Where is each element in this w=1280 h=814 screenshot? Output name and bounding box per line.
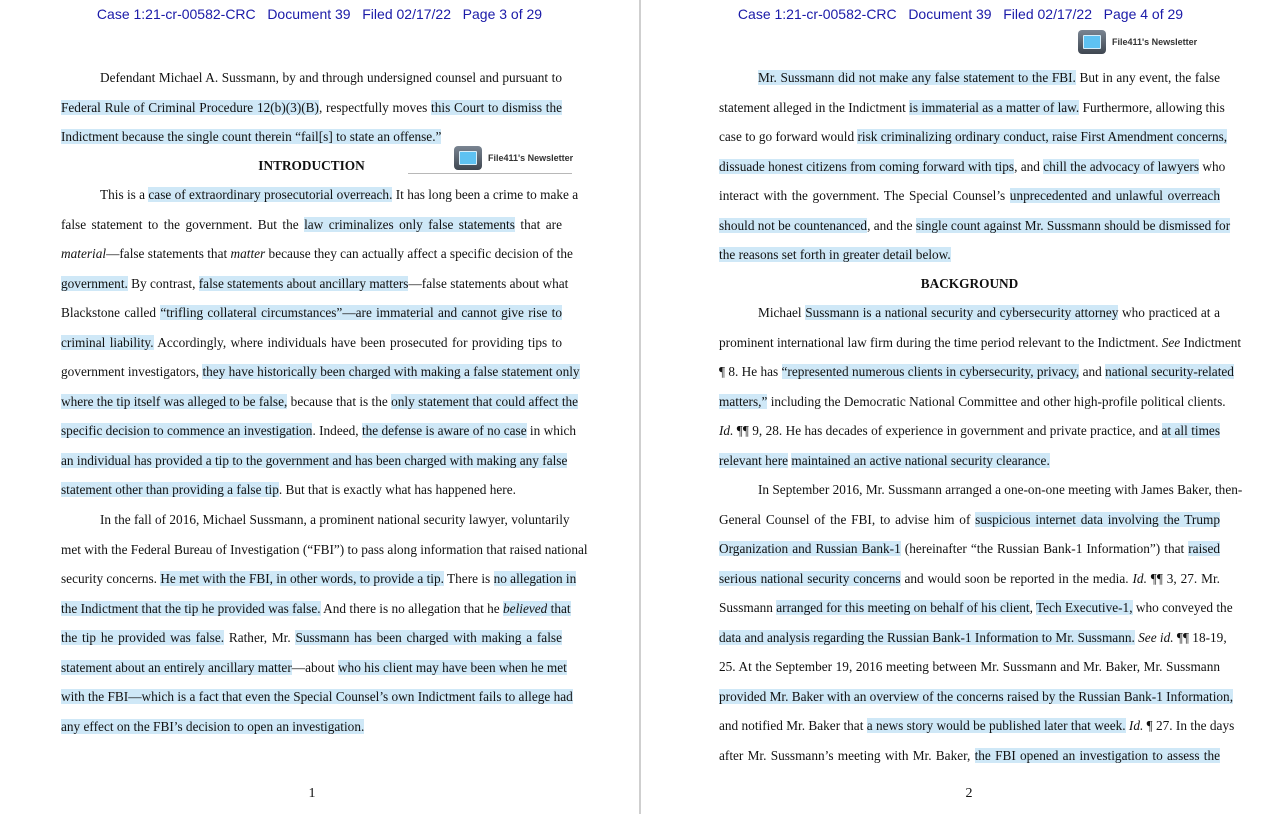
highlighted-text: they have historically been charged with making a false statement only	[202, 364, 580, 379]
text-run: met with the Federal Bureau of Investigation (“FBI”) to pass along information that raised national	[61, 541, 588, 557]
text-run: because that is the	[287, 393, 392, 409]
case-header: Case 1:21-cr-00582-CRC Document 39 Filed 02/17/22 Page 3 of 29	[96, 6, 543, 22]
text-line	[719, 128, 1228, 146]
text-run: —false statements about what	[408, 275, 569, 291]
newsletter-badge	[454, 146, 573, 170]
highlighted-text: relevant here	[719, 452, 789, 468]
text-line	[100, 511, 570, 529]
highlighted-text: Mr. Sussmann did not make any false statement to the FBI.	[758, 70, 1076, 85]
text-line	[61, 481, 562, 499]
highlighted-text: statement other than providing a false tip	[61, 482, 279, 497]
text-line	[61, 128, 562, 146]
text-run: who practiced at a	[1118, 305, 1220, 320]
text-line	[61, 245, 573, 263]
text-line	[758, 304, 1220, 322]
text-line	[758, 481, 1243, 499]
text-run: ,	[1029, 600, 1036, 615]
text-line	[61, 570, 577, 588]
highlighted-text: data and analysis regarding the Russian Bank-1 Information to Mr. Sussmann.	[719, 629, 1135, 645]
text-run: ¶ 27. In the days	[1143, 718, 1235, 733]
text-run: —about	[291, 659, 338, 675]
text-line	[61, 216, 562, 234]
text-line	[61, 99, 562, 117]
monitor-icon	[1078, 30, 1106, 54]
newsletter-badge	[1078, 30, 1197, 54]
highlighted-text: Tech Executive-1,	[1035, 600, 1133, 615]
highlighted-text: Federal Rule of Criminal Procedure 12(b)(3)(B)	[61, 99, 319, 115]
highlighted-text: the defense is aware of no case	[361, 423, 527, 438]
text-run: Id.	[719, 423, 734, 438]
highlighted-text: Sussmann is a national security and cybersecurity attorney	[805, 305, 1119, 320]
highlighted-text: risk criminalizing ordinary conduct, raise First Amendment concerns,	[857, 129, 1228, 144]
text-run: General Counsel of the FBI, to advise him of	[719, 511, 976, 527]
highlighted-text: national security-related	[1105, 364, 1234, 379]
text-run: —false statements that	[106, 246, 231, 261]
text-line	[719, 629, 1227, 647]
text-run: statement alleged in the Indictment	[719, 99, 910, 115]
text-line	[61, 422, 577, 440]
monitor-icon	[454, 146, 482, 170]
text-line	[61, 659, 567, 677]
highlighted-text: dissuade honest citizens from coming forward with tips	[719, 158, 1015, 174]
text-run: after Mr. Sussmann’s meeting with Mr. Baker,	[719, 747, 975, 763]
text-run: ¶¶ 18-19,	[1173, 629, 1227, 645]
highlighted-text: single count against Mr. Sussmann should be dismissed for	[915, 217, 1231, 233]
highlighted-text: at all times	[1161, 423, 1220, 438]
text-line	[719, 540, 1220, 558]
text-run: government investigators,	[61, 364, 203, 379]
text-run: There is	[443, 571, 494, 586]
text-line	[719, 187, 1220, 205]
text-run: Furthermore, allowing this	[1079, 99, 1225, 115]
highlighted-text: statement about an entirely ancillary matter	[61, 659, 292, 675]
text-run: In the fall of 2016, Michael Sussmann, a prominent national security lawyer, voluntarily	[100, 512, 570, 527]
text-run: who	[1199, 158, 1226, 174]
text-line	[719, 717, 1235, 735]
highlighted-text: the reasons set forth in greater detail below.	[719, 247, 951, 262]
text-run: and would soon be reported in the media.	[900, 570, 1133, 586]
highlighted-text: no allegation in	[493, 571, 577, 586]
text-run: Indictment	[1180, 334, 1242, 350]
highlighted-text: “represented numerous clients in cybersecurity, privacy,	[781, 364, 1080, 379]
text-run: Sussmann	[719, 600, 777, 615]
highlighted-text: provided Mr. Baker with an overview of the concerns raised by the Russian Bank-1 Information,	[719, 688, 1234, 704]
highlighted-text: Organization and Russian Bank-1	[719, 541, 901, 556]
highlighted-text: where the tip itself was alleged to be false,	[61, 393, 288, 409]
text-line	[719, 363, 1234, 381]
text-run: Blackstone called	[61, 305, 161, 320]
text-run: (hereinafter “the Russian Bank-1 Information”) that	[900, 541, 1189, 556]
text-run: In September 2016, Mr. Sussmann arranged a one-on-one meeting with James Baker, then-	[758, 482, 1243, 497]
text-line	[61, 600, 571, 618]
text-line	[719, 688, 1234, 706]
text-run: who conveyed the	[1132, 600, 1233, 615]
text-run: security concerns.	[61, 571, 161, 586]
text-run: in which	[526, 423, 577, 438]
highlighted-text: unprecedented and unlawful overreach	[1009, 188, 1220, 203]
text-line	[719, 158, 1226, 176]
highlighted-text: specific decision to commence an investigation	[61, 423, 313, 438]
page-number: 2	[965, 786, 973, 801]
highlighted-text: case of extraordinary prosecutorial overreach.	[148, 187, 393, 202]
text-run: Rather, Mr.	[224, 630, 296, 645]
text-line	[61, 334, 562, 352]
highlighted-text: government.	[61, 275, 128, 291]
section-heading-background: BACKGROUND	[920, 276, 1019, 291]
badge-underline	[408, 173, 572, 174]
text-run: , and	[1014, 158, 1044, 174]
text-line	[100, 69, 562, 87]
text-line	[758, 69, 1220, 87]
text-line	[719, 246, 1220, 264]
text-line	[719, 334, 1242, 352]
highlighted-text: maintained an active national security clearance.	[791, 452, 1050, 468]
highlighted-text: serious national security concerns	[719, 570, 901, 586]
text-line	[719, 599, 1233, 617]
highlighted-text: arranged for this meeting on behalf of his client	[776, 600, 1030, 615]
highlighted-text: who his client may have been when he met	[337, 659, 567, 675]
text-line	[61, 304, 562, 322]
document-page-left	[0, 0, 639, 814]
text-line	[61, 393, 579, 411]
text-run: ¶¶ 3, 27. Mr.	[1146, 570, 1220, 586]
highlighted-text: criminal liability.	[61, 334, 154, 350]
text-run: See id.	[1138, 629, 1174, 645]
highlighted-text: “trifling collateral circumstances”—are immaterial and cannot give rise to	[160, 305, 562, 320]
text-run: prominent international law firm during the time period relevant to the Indictment.	[719, 334, 1162, 350]
case-header: Case 1:21-cr-00582-CRC Document 39 Filed 02/17/22 Page 4 of 29	[737, 6, 1184, 22]
highlighted-text: a news story would be published later that week.	[866, 718, 1126, 733]
text-run: material	[61, 246, 107, 261]
text-run: 25. At the September 19, 2016 meeting between Mr. Sussmann and Mr. Baker, Mr. Sussmann	[719, 659, 1220, 674]
section-heading-introduction: INTRODUCTION	[258, 158, 365, 173]
text-run: matter	[230, 246, 266, 261]
text-run: Accordingly, where individuals have been prosecuted for providing tips to	[153, 334, 562, 350]
text-line	[61, 363, 580, 381]
page-number: 1	[308, 786, 316, 801]
text-run: . But that is exactly what has happened here.	[278, 482, 516, 497]
text-run: It has long been a crime to make a	[392, 187, 579, 202]
text-line	[61, 541, 588, 559]
text-line	[719, 747, 1220, 765]
highlighted-text: this Court to dismiss the	[431, 99, 562, 115]
highlighted-text: that	[547, 600, 571, 616]
text-run: false statement to the government. But the	[61, 216, 305, 232]
text-line	[719, 658, 1220, 676]
newsletter-badge-label: File411's Newsletter	[1112, 37, 1198, 47]
highlighted-text: He met with the FBI, in other words, to provide a tip.	[160, 571, 444, 586]
text-run: But in any event, the false	[1075, 70, 1220, 85]
highlighted-text: an individual has provided a tip to the government and has been charged with making any false	[61, 452, 568, 468]
text-line	[719, 452, 1220, 470]
text-run: case to go forward would	[719, 129, 858, 144]
text-run: By contrast,	[127, 275, 199, 291]
highlighted-text: matters,”	[719, 393, 768, 409]
text-line	[61, 688, 573, 706]
highlighted-text: with the FBI—which is a fact that even the Special Counsel’s own Indictment fails to allege had	[61, 689, 573, 704]
text-run: Defendant Michael A. Sussmann, by and through undersigned counsel and pursuant to	[100, 70, 562, 85]
document-page-right	[641, 0, 1280, 814]
highlighted-text: believed	[503, 600, 548, 616]
text-line	[61, 452, 568, 470]
text-run: Michael	[758, 305, 806, 320]
highlighted-text: Indictment because the single count therein “fail[s] to state an offense.”	[61, 129, 442, 144]
text-run: See	[1161, 334, 1181, 350]
highlighted-text: law criminalizes only false statements	[304, 216, 515, 232]
text-run: Id.	[1128, 718, 1144, 733]
highlighted-text: false statements about ancillary matters	[198, 275, 409, 291]
highlighted-text: Sussmann has been charged with making a false	[295, 630, 562, 645]
text-run: , respectfully moves	[318, 99, 432, 115]
highlighted-text: should not be countenanced	[719, 217, 868, 233]
text-line	[719, 511, 1220, 529]
text-run: And there is no allegation that he	[320, 600, 504, 616]
highlighted-text: the Indictment that the tip he provided was false.	[61, 600, 321, 616]
text-run: that are	[514, 216, 562, 232]
text-line	[719, 99, 1225, 117]
highlighted-text: is immaterial as a matter of law.	[909, 99, 1080, 115]
text-line	[61, 275, 569, 293]
text-run: Id.	[1132, 570, 1147, 586]
highlighted-text: the FBI opened an investigation to assess the	[974, 747, 1220, 763]
text-line	[719, 570, 1220, 588]
text-run: ¶ 8. He has	[719, 364, 782, 379]
highlighted-text: only statement that could affect the	[391, 393, 579, 409]
text-line	[61, 629, 562, 647]
text-run: and	[1079, 364, 1106, 379]
text-line	[719, 217, 1231, 235]
highlighted-text: the tip he provided was false.	[61, 630, 225, 645]
highlighted-text: chill the advocacy of lawyers	[1043, 158, 1200, 174]
text-run: and notified Mr. Baker that	[719, 718, 867, 733]
text-run: because they can actually affect a specific decision of the	[265, 246, 573, 261]
newsletter-badge-label: File411's Newsletter	[488, 153, 574, 163]
text-run: interact with the government. The Special Counsel’s	[719, 188, 1010, 203]
text-line	[719, 422, 1220, 440]
text-line	[100, 186, 579, 204]
text-line	[61, 718, 562, 736]
text-run: This is a	[100, 187, 149, 202]
text-line	[719, 393, 1226, 411]
text-run: . Indeed,	[312, 423, 362, 438]
highlighted-text: suspicious internet data involving the Trump	[975, 511, 1220, 527]
highlighted-text: any effect on the FBI’s decision to open an investigation.	[61, 718, 365, 734]
text-run: , and the	[867, 217, 916, 233]
text-run: ¶¶ 9, 28. He has decades of experience in government and private practice, and	[733, 423, 1162, 438]
text-run: including the Democratic National Committee and other high-profile political clients.	[767, 393, 1226, 409]
highlighted-text: raised	[1188, 541, 1220, 556]
